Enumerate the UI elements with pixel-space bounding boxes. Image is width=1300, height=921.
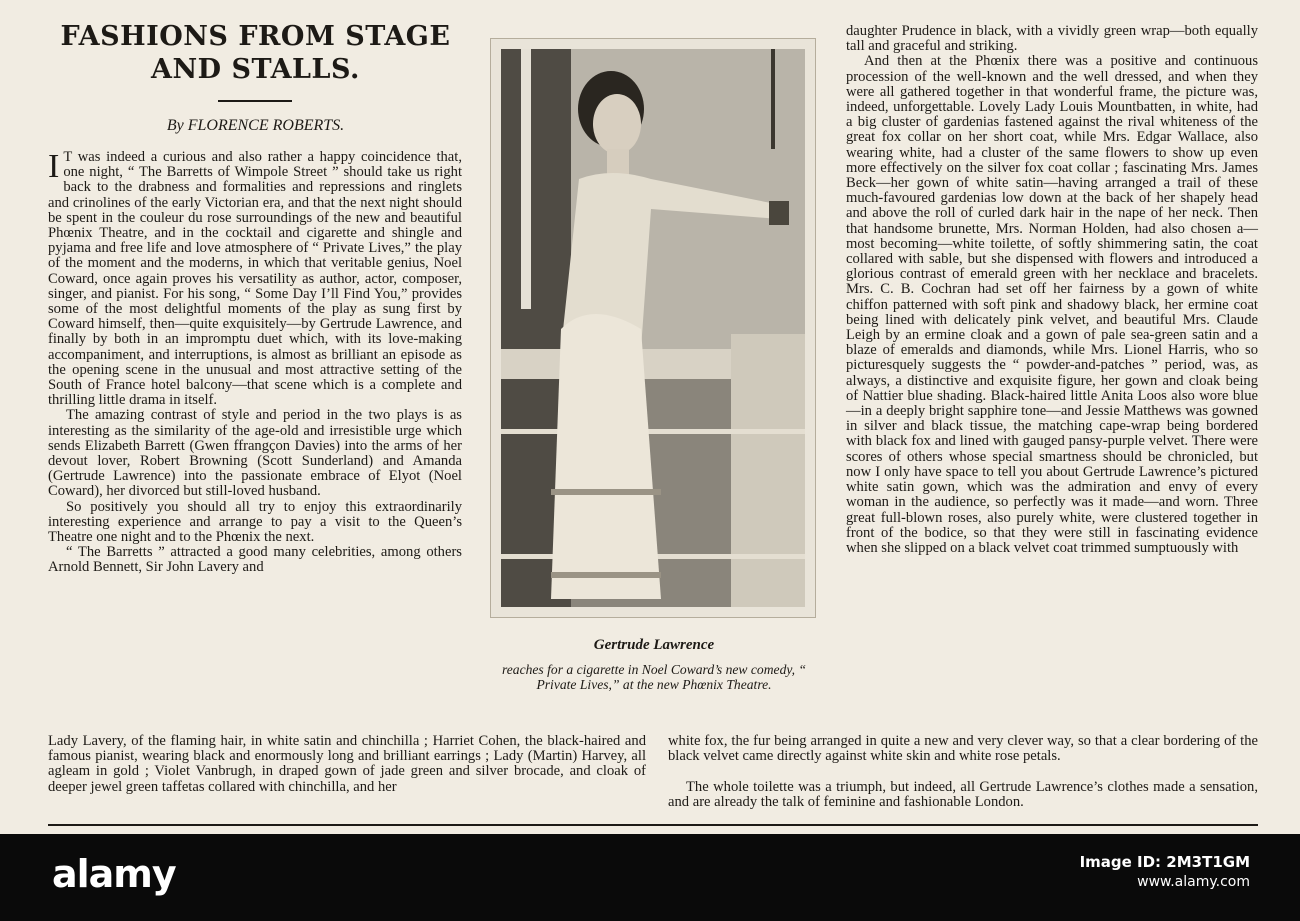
byline: By FLORENCE ROBERTS. — [166, 117, 345, 134]
paragraph-3: So positively you should all try to enjoy this extraordinarily interesting experience and arrange to pay a visit to the Queen’s Theatre one night and to the Phœnix the next. — [48, 498, 462, 546]
bottom-left-text: Lady Lavery, of the flaming hair, in white satin and chinchilla ; Harriet Cohen, the black-haired and famous pianist, wearing black and enormously long and brilliant earrings ; Lady (Martin) Harvey, all agleam in gold ; Violet Vanbrugh, in draped gown of jade green and silver brocade, and cloak of deeper jewel green taffetas collared with chinchilla, and her — [48, 733, 646, 795]
caption-text: reaches for a cigarette in Noel Coward’s new comedy, “ Private Lives,” at the new Phœnix Theatre. — [501, 662, 807, 692]
alamy-logo: alamy — [52, 852, 176, 896]
photo-gertrude-lawrence — [490, 38, 816, 618]
bottom-rule — [48, 824, 1258, 826]
paragraph-1 — [48, 150, 462, 408]
photo-caption — [486, 637, 822, 692]
caption-name: Gertrude Lawrence — [593, 637, 715, 653]
paragraph-6: And then at the Phœnix there was a positive and continuous procession of the well-known and the well dressed, and when they were all gathered together in that wonderful frame, the picture was, indeed, unforgettable. Lovely Lady Louis Mountbatten, in white, had a big cluster of gardenias fastened against the rival whiteness of the great fox collar on her short coat, while Mrs. Edgar Wallace, also wearing white, had a cluster of the same flowers to show up even more effectively on the silver fox coat collar ; fascinating Mrs. James Beck—her gown of white satin—having arranged a trail of these much-favoured gardenias low down at the back of her shapely head and above the roll of curled dark hair in the nape of her neck. Then that handsome brunette, Mrs. Norman Holden, had also chosen a—most becoming—white toilette, of softly shimmering satin, the coat collared with sable, but she dispensed with flowers and introduced a glorious contrast of emerald green with her necklace and bracelets. Mrs. C. B. Cochran had set off her fairness by a gown of white chiffon patterned with soft pink and shadowy black, her ermine coat being lined with delicately pink velvet, and beautiful Mrs. Claude Leigh by an ermine cloak and a gown of pale sea-green satin and a blaze of emeralds and diamonds, while Mrs. Lionel Harris, who so picturesquely suggests the “ powder-and-patches ” period, was, as always, a distinctive and exquisite figure, her gown and cloak being of Nattier blue shading. Black-haired little Anita Loos also wore blue—in a deeply bright sapphire tone—and Jessie Matthews was gowned in silver and black tissue, the matching cape-wrap being bordered with black fox and lined with gauged pansy-purple velvet. There were scores of others whose special smartness should be chronicled, but now I only have space to tell you about Gertrude Lawrence’s pictured white satin gown, which was the admiration and envy of every woman in the audience, so perfectly was it made—and worn. Three great full-blown roses, also purely white, were clustered together in front of the bodice, so that they were still in fascinating evidence when she slipped on a black velvet coat trimmed sumptuously with — [846, 53, 1258, 556]
paragraph-2: The amazing contrast of style and period in the two plays is as interesting as the similarity of the age-old and irresistible urge which sends Elizabeth Barrett (Gwen ffrangçon Davies) into the arms of her devout lover, Robert Browning (Scott Sunderland) and Amanda (Gertrude Lawrence) into the passionate embrace of Elyot (Noel Coward), her divorced but still-loved husband. — [48, 407, 462, 500]
stock-watermark-bar — [0, 834, 1300, 921]
bottom-right-text-2: The whole toilette was a triumph, but indeed, all Gertrude Lawrence’s clothes made a sensation, and are already the talk of feminine and fashionable London. — [668, 779, 1258, 811]
drop-cap: I — [48, 148, 60, 185]
column-left — [48, 150, 462, 576]
paragraph-4: “ The Barretts ” attracted a good many celebrities, among others Arnold Bennett, Sir John Lavery and — [48, 544, 462, 576]
paragraph-1-text: T was indeed a curious and also rather a happy coincidence that, one night, “ The Barretts of Wimpole Street ” should take us right back to the drabness and formalities and repressions and ringlets and crinolines of the early Victorian era, and that the next night should be spent in the couleur du rose surroundings of the new and beautiful Phœnix Theatre, and in the cocktail and cigarette and shingle and pyjama and free life and love atmosphere of “ Private Lives,” the play of the moment and the moderns, in which that veritable genius, Noel Coward, once again proves his versatility as author, actor, composer, singer, and pianist. For his song, “ Some Day I’ll Find You,” provides some of the most delightful moments of the play as sung first by Coward himself, then—quite exquisitely—by Gertrude Lawrence, and finally by both in an impromptu duet which, with its love-making accompaniment, and interruptions, is almost as brilliant an episode as the opening scene in the unusual and most attractive setting of the South of France hotel balcony—that scene which is a complete and thrilling little drama in itself. — [48, 149, 462, 409]
photo-illustration — [501, 49, 805, 607]
stock-url: www.alamy.com — [1137, 874, 1250, 890]
column-right — [846, 24, 1258, 556]
bottom-right-text-1: white fox, the fur being arranged in quite a new and very clever way, so that a clear bordering of the black velvet came directly against white skin and white rose petals. — [668, 733, 1258, 765]
image-id — [1080, 852, 1250, 892]
paragraph-5: daughter Prudence in black, with a vividly green wrap—both equally tall and graceful and striking. — [846, 23, 1258, 55]
image-id-text: Image ID: 2M3T1GM — [1079, 853, 1250, 871]
article-title: FASHIONS FROM STAGE AND STALLS. — [60, 21, 451, 85]
title-divider — [218, 100, 292, 102]
